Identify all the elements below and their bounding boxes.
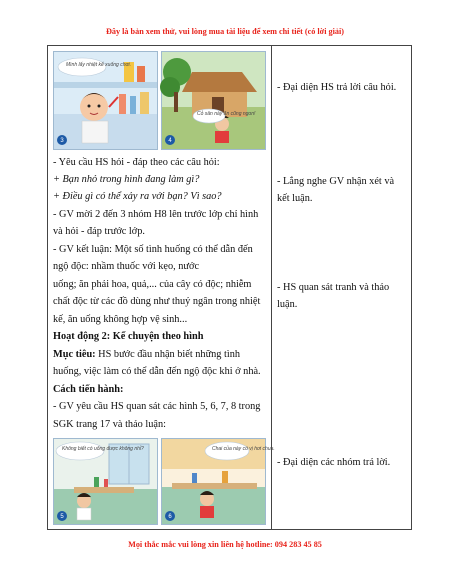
figure-3-bubble: Mình lấy nhiệt kế xuống chơi.: [66, 62, 132, 68]
teacher-column: [53, 46, 275, 529]
activity-goal: Mục tiêu: HS bước đầu nhận biết những tình: [53, 349, 241, 360]
conclusion-line-5: kế, ăn uống không hợp vệ sinh...: [53, 314, 188, 325]
student-action-4: - Đại diện các nhóm trả lời.: [277, 457, 391, 468]
figure-4-image: [161, 51, 266, 150]
footer-banner: Mọi thắc mắc vui lòng xin liên hệ hotline: 094 283 45 85: [128, 540, 322, 549]
conclusion-line-3: uống; ăn phải hoa, quả,... của cây có độc; nhiễm: [53, 279, 252, 290]
student-column: [277, 46, 409, 529]
figure-3-number: 3: [60, 138, 64, 144]
header-banner: Đây là bản xem thử, vui lòng mua tài liệu để xem chi tiết (có lời giải): [105, 27, 344, 36]
figure-6-bubble: Chai của này có vị hơi chua.: [212, 446, 275, 452]
figure-6-number: 6: [168, 514, 172, 520]
method-label: Cách tiến hành:: [53, 384, 124, 395]
figure-5-image: [53, 438, 158, 525]
conclusion-line-2: ngộ độc: nhầm thuốc với kẹo, nước: [53, 261, 200, 272]
instruction-line-2: và hỏi - đáp trước lớp.: [53, 226, 145, 237]
figure-5-bubble: Không biết có uống được không nhỉ?: [62, 446, 144, 452]
activity-goal-cont: huống, việc làm có thể dẫn đến ngộ độc khi ở nhà.: [53, 366, 261, 377]
column-divider: [271, 46, 272, 529]
method-line-1: - GV yêu cầu HS quan sát các hình 5, 6, 7, 8 trong: [53, 401, 261, 412]
question-prompt: - Yêu cầu HS hỏi - đáp theo các câu hỏi:: [53, 157, 220, 168]
question-2: + Điều gì có thể xảy ra với bạn? Vì sao?: [53, 191, 222, 202]
figure-6-image: [161, 438, 275, 525]
conclusion-line-4: chất độc từ các đồ dùng như thuỷ ngân trong nhiệt: [53, 296, 261, 307]
figure-4-bubble: Cỏ sân này ăn cũng ngon!: [197, 111, 256, 117]
student-action-3: - HS quan sát tranh và thảo luận.: [277, 282, 390, 310]
student-action-2: - Lắng nghe GV nhận xét và kết luận.: [277, 176, 395, 204]
figure-4-number: 4: [168, 138, 172, 144]
figure-3-image: [53, 51, 158, 150]
instruction-line-1: - GV mời 2 đến 3 nhóm H8 lên trước lớp chỉ hình: [53, 209, 259, 220]
method-line-2: SGK trang 17 và thảo luận:: [53, 419, 166, 430]
lesson-table: [47, 45, 412, 530]
conclusion-line-1: - GV kết luận: Một số tình huống có thể dẫn đến: [53, 244, 253, 255]
student-action-1: - Đại diện HS trả lời câu hỏi.: [277, 82, 397, 93]
figure-5-number: 5: [60, 514, 64, 520]
question-1: + Bạn nhỏ trong hình đang làm gì?: [53, 174, 200, 185]
activity-title: Hoạt động 2: Kể chuyện theo hình: [53, 331, 204, 342]
